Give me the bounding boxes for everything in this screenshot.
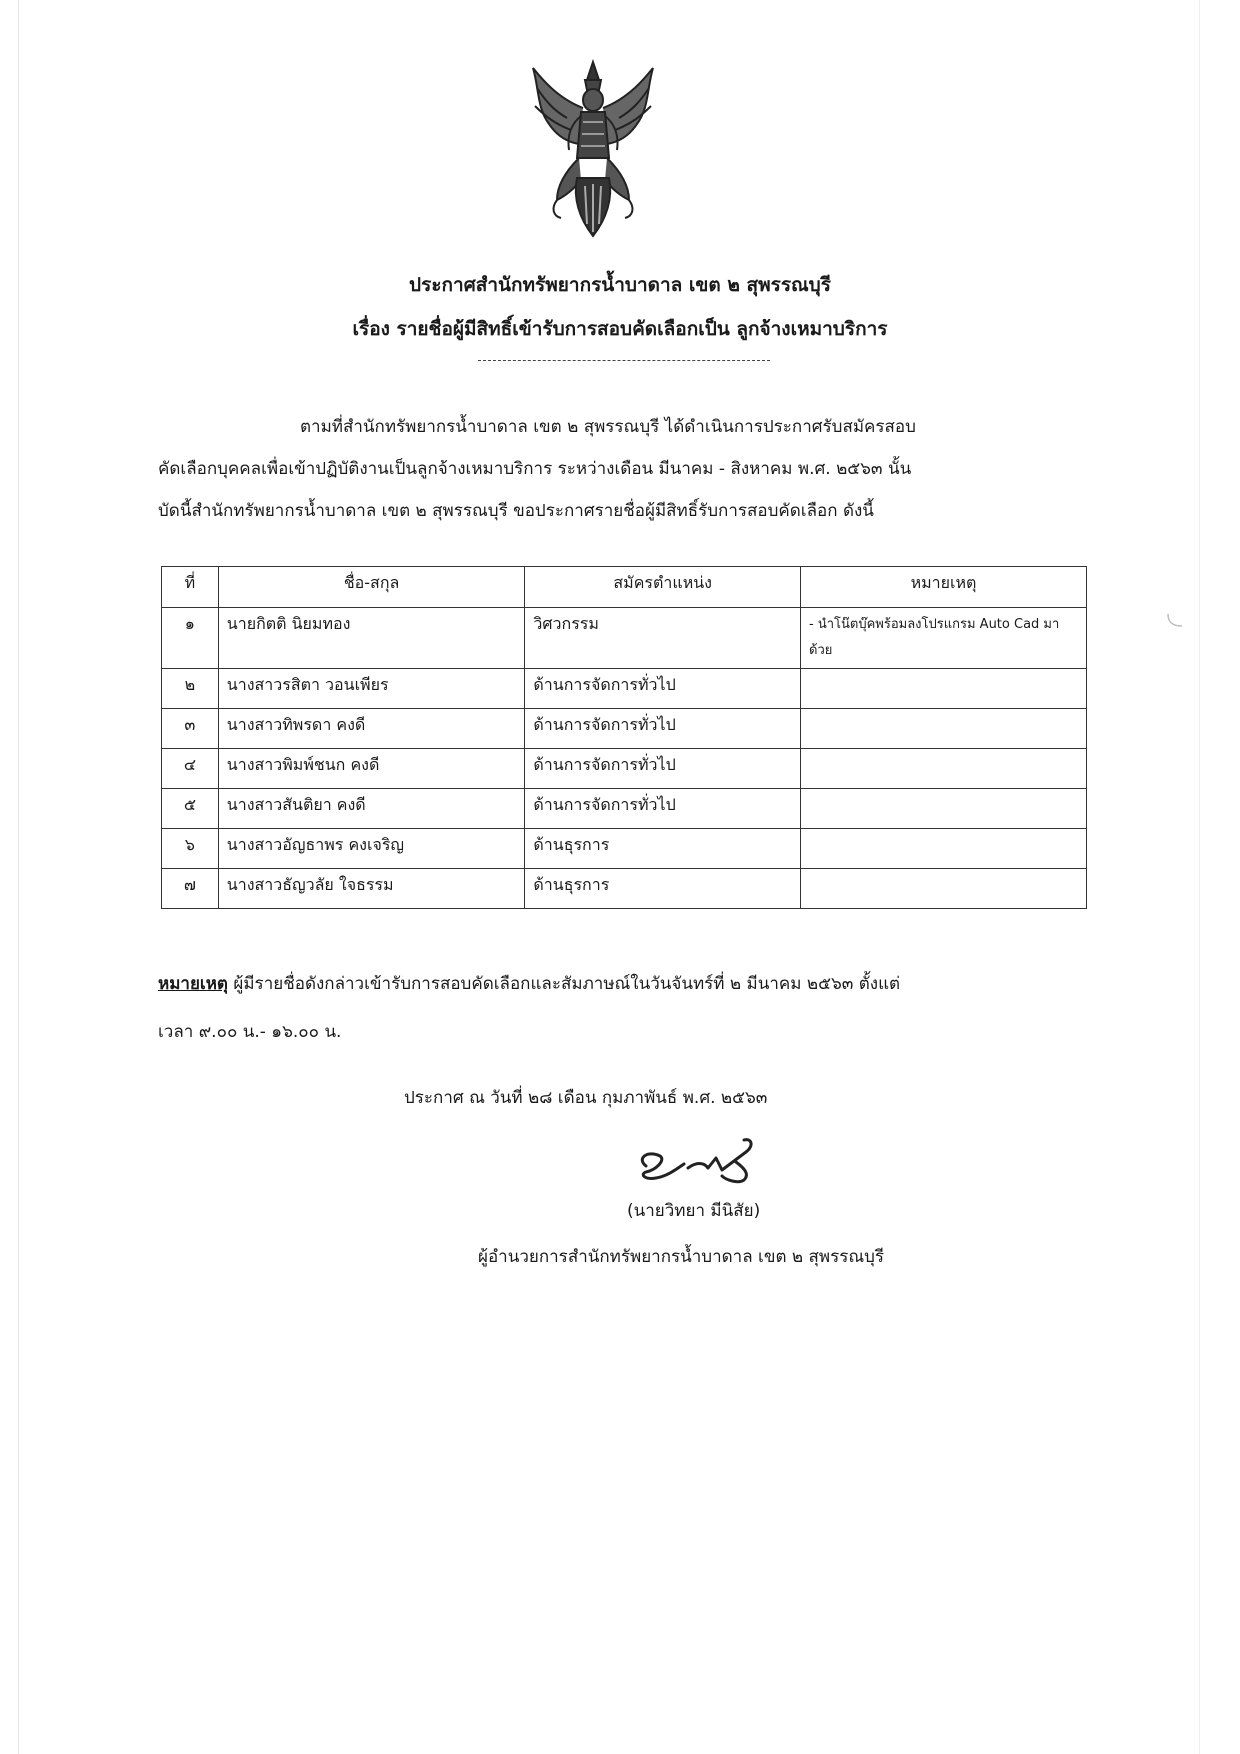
row-note — [801, 789, 1087, 829]
intro-paragraph-line-3: บัดนี้สำนักทรัพยากรน้ำบาดาล เขต ๒ สุพรรณบุรี ขอประกาศรายชื่อผู้มีสิทธิ์รับการสอบคัดเลือก ดังนี้ — [158, 501, 874, 521]
header-position: สมัครตำแหน่ง — [525, 567, 801, 608]
intro-paragraph-line-2: คัดเลือกบุคคลเพื่อเข้าปฏิบัติงานเป็นลูกจ้างเหมาบริการ ระหว่างเดือน มีนาคม - สิงหาคม พ.ศ. ๒๕๖๓ นั้น — [158, 459, 912, 479]
row-no: ๕ — [162, 789, 219, 829]
signer-name: (นายวิทยา มีนิสัย) — [627, 1201, 761, 1221]
scan-edge-left — [18, 0, 19, 1754]
table-row — [162, 669, 1087, 709]
row-no: ๔ — [162, 749, 219, 789]
row-name: นางสาวอัญธาพร คงเจริญ — [218, 829, 525, 869]
row-name: นางสาวพิมพ์ชนก คงดี — [218, 749, 525, 789]
row-no: ๖ — [162, 829, 219, 869]
row-name: นางสาวสันติยา คงดี — [218, 789, 525, 829]
header-note: หมายเหตุ — [801, 567, 1087, 608]
garuda-emblem-icon — [527, 58, 659, 244]
row-note: - นำโน๊ตบุ๊คพร้อมลงโปรแกรม Auto Cad มาด้วย — [801, 608, 1087, 669]
row-name: นางสาวธัญวลัย ใจธรรม — [218, 869, 525, 909]
remark-line-1 — [158, 970, 900, 997]
row-name: นายกิตติ นิยมทอง — [218, 608, 525, 669]
row-note — [801, 869, 1087, 909]
row-note — [801, 709, 1087, 749]
table-row — [162, 608, 1087, 669]
table-row — [162, 749, 1087, 789]
row-position: ด้านการจัดการทั่วไป — [525, 749, 801, 789]
header-name: ชื่อ-สกุล — [218, 567, 525, 608]
title-divider — [478, 360, 770, 361]
pen-mark-icon — [1166, 612, 1186, 630]
table-row — [162, 789, 1087, 829]
remark-line-2: เวลา ๙.๐๐ น.- ๑๖.๐๐ น. — [158, 1022, 342, 1042]
row-position: ด้านธุรการ — [525, 829, 801, 869]
scan-edge-right — [1199, 0, 1200, 1754]
row-position: ด้านการจัดการทั่วไป — [525, 669, 801, 709]
announcement-title: ประกาศสำนักทรัพยากรน้ำบาดาล เขต ๒ สุพรรณบุรี — [409, 274, 831, 296]
row-no: ๓ — [162, 709, 219, 749]
row-no: ๑ — [162, 608, 219, 669]
table-row — [162, 869, 1087, 909]
header-no: ที่ — [162, 567, 219, 608]
signer-position: ผู้อำนวยการสำนักทรัพยากรน้ำบาดาล เขต ๒ สุพรรณบุรี — [478, 1247, 885, 1267]
remark-label: หมายเหตุ — [158, 974, 228, 994]
row-note — [801, 749, 1087, 789]
table-row — [162, 709, 1087, 749]
row-position: ด้านธุรการ — [525, 869, 801, 909]
row-name: นางสาวรสิตา วอนเพียร — [218, 669, 525, 709]
row-no: ๒ — [162, 669, 219, 709]
table-header-row — [162, 567, 1087, 608]
row-note — [801, 669, 1087, 709]
announce-date: ประกาศ ณ วันที่ ๒๘ เดือน กุมภาพันธ์ พ.ศ. ๒๕๖๓ — [404, 1088, 768, 1108]
announcement-subject: เรื่อง รายชื่อผู้มีสิทธิ์เข้ารับการสอบคัดเลือกเป็น ลูกจ้างเหมาบริการ — [352, 318, 888, 340]
candidate-table — [161, 566, 1087, 909]
handwritten-signature-icon — [626, 1128, 776, 1198]
table-row — [162, 829, 1087, 869]
remark-text: ผู้มีรายชื่อดังกล่าวเข้ารับการสอบคัดเลือกและสัมภาษณ์ในวันจันทร์ที่ ๒ มีนาคม ๒๕๖๓ ตั้งแต่ — [233, 974, 901, 994]
row-position: ด้านการจัดการทั่วไป — [525, 789, 801, 829]
row-name: นางสาวทิพรดา คงดี — [218, 709, 525, 749]
row-no: ๗ — [162, 869, 219, 909]
row-position: วิศวกรรม — [525, 608, 801, 669]
row-position: ด้านการจัดการทั่วไป — [525, 709, 801, 749]
row-note — [801, 829, 1087, 869]
intro-paragraph-line-1: ตามที่สำนักทรัพยากรน้ำบาดาล เขต ๒ สุพรรณบุรี ได้ดำเนินการประกาศรับสมัครสอบ — [300, 417, 916, 437]
